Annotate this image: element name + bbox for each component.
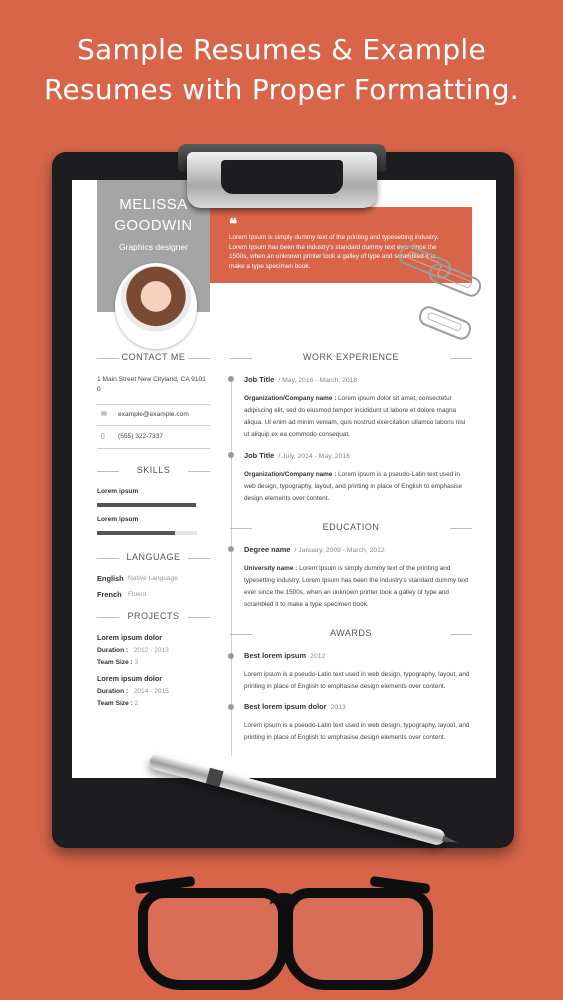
project-team: [97, 658, 138, 668]
duration-value: 2012 - 2013: [133, 647, 169, 654]
award-desc: Lorem ipsum is a pseudo-Latin text used in web design, typography, layout, and printing in place of English to emphasise design elements over content.: [244, 671, 470, 690]
award-desc: Lorem ipsum is a pseudo-Latin text used in web design, typography, layout, and printing in place of English to emphasise design elements over content.: [244, 722, 470, 741]
skill-bar-fill: [97, 503, 196, 507]
timeline-dot: [228, 704, 234, 710]
education-desc: Lorem Ipsum is simply dummy text of the printing and typesetting industry. Lorem Ipsum has been the industry's standard dummy text ever since the 1500s, when an unknown printer took a galley of type and scrambled it to make a type specimen book.: [244, 565, 469, 608]
divider: [97, 425, 210, 426]
team-value: 2: [134, 700, 139, 707]
job-desc: Lorem ipsum is a pseudo-Latin text used in web design, typography, layout, and printing in place of English to emphasise design elements over content.: [244, 471, 463, 502]
language-name: French: [97, 590, 122, 599]
project-duration: [97, 646, 169, 656]
duration-label: Duration :: [97, 647, 129, 654]
award-line: [244, 651, 325, 660]
profile-photo: [115, 263, 197, 349]
contact-heading: CONTACT ME: [97, 352, 210, 362]
degree-line: [244, 545, 385, 554]
glasses-bridge: [270, 893, 298, 914]
pen-band: [206, 768, 224, 787]
quote-text: Lorem Ipsum is simply dummy text of the printing and typesetting industry. Lorem Ipsum has been the industry's standard dummy text ever since the 1500s, when an unknown printer took a galley of type and scrambled it to make a type specimen book.: [229, 234, 439, 270]
project-name: Lorem ipsum dolor: [97, 633, 163, 642]
team-label: Team Size :: [97, 700, 133, 707]
quote-icon: ❝: [229, 216, 238, 233]
glasses-lens-left: [138, 888, 288, 990]
award-line: [244, 702, 346, 711]
timeline: [231, 378, 232, 756]
skill-bar-fill: [97, 531, 175, 535]
job-desc: Lorem ipsum dolor sit amet, consectetur adipiscing elit, sed do eiusmod tempor incididunt ut labore et dolore magna aliqua. Ut enim ad minim veniam, quis nostrud exercitation ullamco laboris nisi ut aliquip ex ea commodo consequat.: [244, 395, 466, 438]
divider: [97, 404, 210, 405]
degree-name: Degree name: [244, 545, 291, 554]
degree-dates: / January, 2009 - March, 2012: [294, 547, 385, 554]
job-title-line: [244, 451, 350, 460]
work-heading: WORK EXPERIENCE: [230, 352, 472, 362]
glasses-lens-right: [283, 888, 433, 990]
project-duration: [97, 687, 169, 697]
project-team: [97, 699, 138, 709]
duration-label: Duration :: [97, 688, 129, 695]
job-title: Job Title: [244, 451, 275, 460]
headline: [0, 30, 563, 110]
duration-value: 2014 - 2015: [133, 688, 169, 695]
language-level: Fluent: [128, 591, 147, 598]
divider: [97, 448, 210, 449]
job-title-line: [244, 375, 357, 384]
job-dates: / July, 2014 - May, 2016: [278, 453, 350, 460]
resume-role: Graphics designer: [119, 242, 188, 252]
skill-bar: [97, 531, 197, 535]
projects-heading: PROJECTS: [97, 611, 210, 621]
job-description: [244, 469, 472, 505]
award-year: 2013: [330, 704, 346, 711]
phone-icon: ▯: [101, 433, 105, 440]
last-name: GOODWIN: [114, 217, 193, 234]
timeline-dot: [228, 452, 234, 458]
job-org: Organization/Company name :: [244, 471, 337, 478]
university-name: University name :: [244, 565, 298, 572]
award-title: Best lorem ipsum: [244, 651, 307, 660]
education-heading: EDUCATION: [230, 522, 472, 532]
skill-label: Lorem ipsum: [97, 488, 139, 495]
project-name: Lorem ipsum dolor: [97, 674, 163, 683]
education-description: [244, 563, 472, 611]
job-title: Job Title: [244, 375, 275, 384]
contact-email[interactable]: example@example.com: [118, 411, 189, 418]
awards-heading: AWARDS: [230, 628, 472, 638]
language-level: Native Language: [128, 575, 178, 582]
headline-line-1: Sample Resumes & Example: [76, 33, 487, 66]
contact-phone: (555) 322-7337: [118, 433, 164, 440]
timeline-dot: [228, 653, 234, 659]
skill-label: Lorem ipsum: [97, 516, 139, 523]
language-heading: LANGUAGE: [97, 552, 210, 562]
team-label: Team Size :: [97, 659, 133, 666]
clip-hole: [221, 160, 343, 194]
skills-heading: SKILLS: [97, 465, 210, 475]
award-title: Best lorem ipsum dolor: [244, 702, 327, 711]
contact-address: 1 Main Street New Cityland, CA 9101 0: [97, 376, 206, 393]
headline-line-2: Resumes with Proper Formatting.: [43, 73, 520, 106]
award-year: 2012: [310, 653, 326, 660]
job-org: Organization/Company name :: [244, 395, 337, 402]
timeline-dot: [228, 546, 234, 552]
timeline-dot: [228, 376, 234, 382]
job-description: [244, 393, 472, 441]
language-name: English: [97, 574, 124, 583]
job-dates: / May, 2016 - March, 2018: [278, 377, 358, 384]
team-value: 3: [134, 659, 139, 666]
email-icon: ✉: [101, 411, 107, 418]
skill-bar: [97, 503, 197, 507]
first-name: MELISSA: [119, 196, 188, 213]
